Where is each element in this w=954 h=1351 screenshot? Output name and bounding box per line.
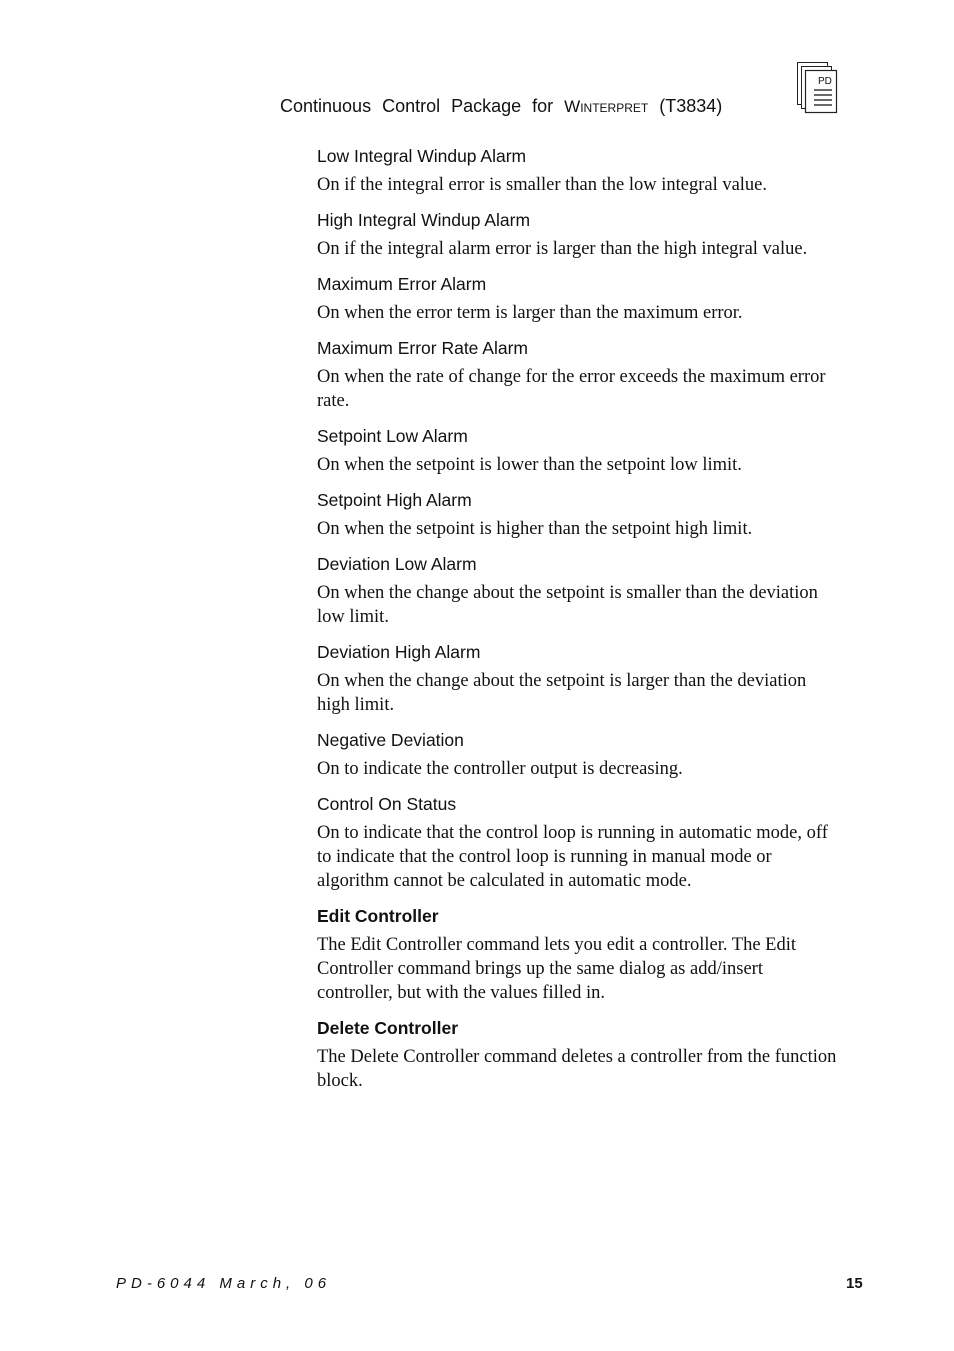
- section-heading: Control On Status: [317, 794, 457, 814]
- section-body: On to indicate that the control loop is running in automatic mode, off to indicate that the control loop is running in manual mode or algorithm cannot be calculated in automatic mode.: [317, 823, 828, 891]
- section-body: On if the integral error is smaller than the low integral value.: [317, 175, 768, 195]
- section-body: On when the setpoint is higher than the setpoint high limit.: [317, 519, 753, 539]
- section-heading: Maximum Error Alarm: [317, 274, 487, 294]
- pd-icon-label: PD: [818, 76, 832, 87]
- section-body: On when the change about the setpoint is larger than the deviation high limit.: [317, 671, 807, 715]
- page-header: [280, 96, 722, 117]
- section-body: On to indicate the controller output is decreasing.: [317, 759, 683, 779]
- section-heading: Edit Controller: [317, 906, 439, 926]
- section-body: The Delete Controller command deletes a controller from the function block.: [317, 1047, 837, 1091]
- section-body: The Edit Controller command lets you edit a controller. The Edit Controller command brings up the same dialog as add/insert controller, but with the values filled in.: [317, 935, 797, 1003]
- section-heading: Negative Deviation: [317, 730, 464, 750]
- header-product: Winterpret: [564, 97, 649, 116]
- section-heading: Low Integral Windup Alarm: [317, 146, 527, 166]
- section-heading: Setpoint High Alarm: [317, 490, 472, 510]
- section-body: On when the rate of change for the error exceeds the maximum error rate.: [317, 367, 826, 411]
- section-body: On if the integral alarm error is larger than the high integral value.: [317, 239, 808, 259]
- section-heading: Maximum Error Rate Alarm: [317, 338, 529, 358]
- header-title: Continuous Control Package for: [280, 96, 554, 116]
- section-heading: Setpoint Low Alarm: [317, 426, 468, 446]
- footer-page-number: 15: [846, 1275, 863, 1292]
- document-stack-icon: [796, 61, 838, 115]
- section-heading: Deviation Low Alarm: [317, 554, 477, 574]
- header-code: (T3834): [659, 96, 723, 116]
- section-heading: High Integral Windup Alarm: [317, 210, 531, 230]
- section-body: On when the error term is larger than the maximum error.: [317, 303, 743, 323]
- section-heading: Deviation High Alarm: [317, 642, 481, 662]
- section-heading: Delete Controller: [317, 1018, 458, 1038]
- page-content: [317, 146, 841, 1106]
- section-body: On when the setpoint is lower than the setpoint low limit.: [317, 455, 742, 475]
- footer-doc-id: PD-6044 March, 06: [116, 1275, 332, 1292]
- section-body: On when the change about the setpoint is smaller than the deviation low limit.: [317, 583, 818, 627]
